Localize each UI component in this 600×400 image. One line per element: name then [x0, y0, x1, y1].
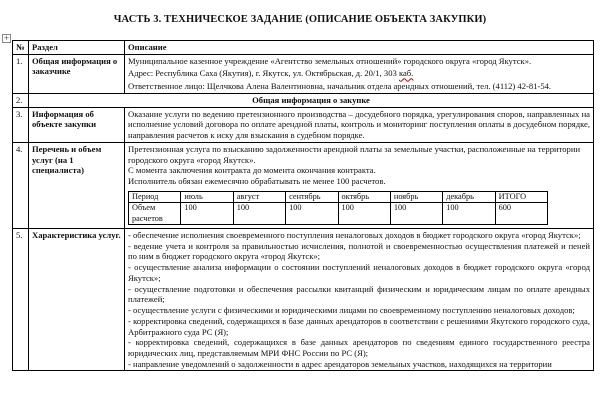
- volume-header-cell: декабрь: [443, 191, 495, 202]
- row-number: 4.: [13, 142, 29, 228]
- volume-table: [128, 191, 548, 225]
- volume-value-cell: 100: [390, 203, 442, 225]
- spellcheck-word: каб.: [398, 68, 414, 79]
- volume-header-cell: сентябрь: [286, 191, 338, 202]
- service-item: - корректировка сведений, содержащихся в базе данных арендаторов в соответствии с решениями Якутского городского суда, Арбитражного суда РС (Я);: [128, 315, 590, 337]
- volume-value-cell: 100: [181, 203, 233, 225]
- volume-value-cell: 100: [233, 203, 285, 225]
- row-description: [125, 54, 594, 93]
- service-item: - ведение учета и контроля за правильностью исчисления, полнотой и своевременностью осуществления платежей и пеней по ним в бюджет городского округа «город Якутск»;: [128, 240, 590, 262]
- table-row: [13, 142, 594, 228]
- row-number: 1.: [13, 54, 29, 93]
- row-description: Оказание услуги по ведению претензионного производства – досудебного порядка, урегулирования споров, направленных на исполнение условий договора по оплате арендной платы, контроль и мониторинг поступления оплаты в досудебном порядке, направления расчетов к иску для взыскания в судебном порядке.: [125, 107, 594, 142]
- table-header-row: [13, 41, 594, 55]
- volume-header-cell: октябрь: [338, 191, 390, 202]
- service-item: - корректировка сведений, содержащихся в базе данных арендаторов по сведениям единого государственного реестра юридических лиц, представляемым МРИ ФНС России по РС (Я);: [128, 337, 590, 358]
- table-row: [13, 54, 594, 93]
- volume-header-cell: ноябрь: [390, 191, 442, 202]
- header-num: №: [13, 41, 29, 55]
- volume-header-row: [129, 191, 548, 202]
- page-title: ЧАСТЬ 3. ТЕХНИЧЕСКОЕ ЗАДАНИЕ (ОПИСАНИЕ ОБЪЕКТА ЗАКУПКИ): [113, 14, 487, 25]
- table-row: [13, 228, 594, 371]
- volume-value-cell: 100: [443, 203, 495, 225]
- volume-value-row: [129, 203, 548, 225]
- row-number: 3.: [13, 107, 29, 142]
- volume-header-cell: июль: [181, 191, 233, 202]
- customer-contact: Ответственное лицо: Щелчкова Алена Валентиновна, начальник отдела арендных отношений, тел. (4112) 42-81-54.: [128, 81, 552, 92]
- row-number: 2.: [13, 93, 29, 107]
- service-requirement: Исполнитель обязан ежемесячно обрабатывать не менее 100 расчетов.: [128, 176, 386, 187]
- row-section: Общая информация о заказчике: [29, 54, 125, 93]
- volume-value-cell: 100: [338, 203, 390, 225]
- volume-header-cell: Период: [129, 191, 181, 202]
- row-heading: Общая информация о закупке: [29, 93, 594, 107]
- row-section: Информация об объекте закупки: [29, 107, 125, 142]
- service-item: - осуществление подготовки и обеспечения рассылки квитанций физическим и юридическим лицам по оплате арендных платежей;: [128, 283, 590, 305]
- row-section: Характеристика услуг.: [29, 228, 125, 371]
- specification-table: [12, 40, 594, 371]
- header-description: Описание: [125, 41, 594, 55]
- service-period: С момента заключения контракта до момента окончания контракта.: [128, 165, 376, 176]
- row-description: [125, 142, 594, 228]
- table-row: [13, 93, 594, 107]
- service-item: - осуществление анализа информации о состоянии поступлений неналоговых доходов в бюджет городского округа «город Якутск»;: [128, 262, 590, 283]
- row-description: [125, 228, 594, 371]
- table-move-handle[interactable]: +: [3, 34, 10, 42]
- volume-value-cell: 100: [286, 203, 338, 225]
- customer-name: Муниципальное казенное учреждение «Агентство земельных отношений» городского округа «город Якутск».: [128, 55, 532, 66]
- volume-header-cell: ИТОГО: [495, 191, 547, 202]
- service-item: - обеспечение исполнения своевременного поступления неналоговых доходов в бюджет городского округа «город Якутск»;: [128, 229, 581, 240]
- service-description: Претензионная услуга по взысканию задолженности арендной платы за земельные участки, расположенные на территории городского округа «город Якутск».: [128, 143, 581, 165]
- table-row: [13, 107, 594, 142]
- customer-address: Адрес: Республика Саха (Якутия), г. Якутск, ул. Октябрьская, д. 20/1, 303 каб.: [128, 68, 414, 79]
- row-section: Перечень и объем услуг (на 1 специалиста): [29, 142, 125, 228]
- volume-value-cell: 600: [495, 203, 547, 225]
- service-item: - направление уведомлений о задолженности в адрес арендаторов земельных участков, находящихся на территории: [128, 358, 552, 369]
- row-number: 5.: [13, 228, 29, 371]
- volume-row-label: Объем расчетов: [129, 203, 181, 225]
- service-item: - осуществление услуги с физическими и юридическими лицами по своевременному поступлению неналоговых доходов;: [128, 305, 575, 316]
- header-section: Раздел: [29, 41, 125, 55]
- volume-header-cell: август: [233, 191, 285, 202]
